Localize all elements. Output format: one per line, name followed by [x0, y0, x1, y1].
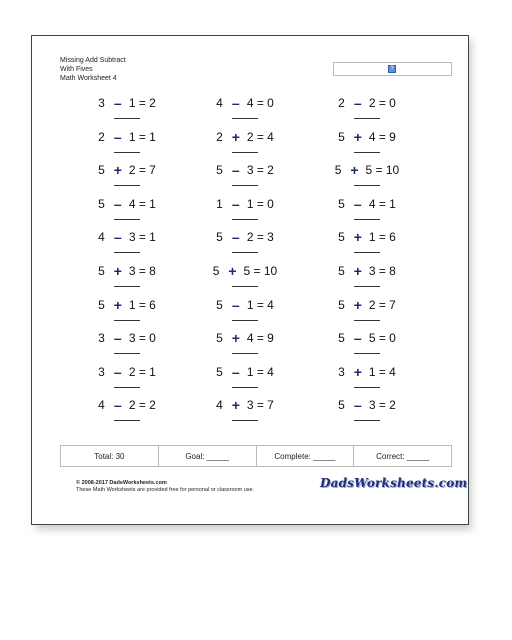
first-operand: 5 — [98, 163, 105, 178]
problem-equation — [312, 161, 422, 179]
answer-key-icon[interactable]: ? — [388, 65, 396, 73]
minus-sign: – — [113, 195, 122, 212]
first-operand: 1 — [216, 196, 223, 211]
problem-item — [72, 94, 182, 127]
minus-sign: – — [231, 195, 240, 212]
answer-blank[interactable] — [114, 420, 140, 421]
answer-blank[interactable] — [354, 286, 380, 287]
first-operand: 5 — [338, 297, 345, 312]
equation-rest: 5 = 0 — [368, 331, 396, 346]
problem-equation — [190, 128, 300, 146]
first-operand: 5 — [212, 264, 220, 278]
title-line-1: Missing Add Subtract — [60, 57, 126, 64]
first-operand: 2 — [338, 96, 345, 110]
equation-rest: 2 = 4 — [246, 129, 274, 144]
minus-sign: – — [231, 229, 240, 246]
minus-sign: – — [113, 363, 122, 380]
minus-sign: – — [231, 363, 240, 380]
plus-sign: + — [231, 397, 240, 414]
worksheet-page — [31, 35, 469, 525]
first-operand: 5 — [216, 297, 223, 312]
answer-blank[interactable] — [114, 252, 140, 253]
first-operand: 5 — [98, 297, 105, 312]
problem-item — [190, 94, 300, 127]
plus-sign: + — [113, 296, 122, 313]
answer-blank[interactable] — [354, 219, 380, 220]
answer-blank[interactable] — [354, 252, 380, 253]
first-operand: 5 — [338, 331, 345, 346]
problem-equation — [72, 396, 182, 414]
equation-rest: 3 = 0 — [128, 331, 156, 346]
answer-blank[interactable] — [354, 420, 380, 421]
answer-blank[interactable] — [114, 320, 140, 321]
answer-blank[interactable] — [114, 387, 140, 388]
equation-rest: 4 = 1 — [128, 196, 156, 211]
problem-equation — [72, 296, 182, 314]
answer-key-box[interactable] — [333, 62, 452, 76]
problem-equation — [72, 195, 182, 213]
problem-item — [312, 396, 422, 429]
answer-blank[interactable] — [232, 152, 258, 153]
plus-sign: + — [353, 296, 362, 313]
plus-sign: + — [353, 263, 362, 279]
plus-sign: + — [353, 229, 362, 246]
problem-item — [72, 296, 182, 329]
answer-blank[interactable] — [232, 286, 258, 287]
problem-item — [190, 262, 300, 295]
first-operand: 5 — [98, 196, 105, 211]
first-operand: 5 — [338, 264, 345, 278]
equation-rest: 3 = 7 — [246, 398, 274, 413]
equation-rest: 2 = 1 — [128, 364, 156, 379]
answer-blank[interactable] — [114, 185, 140, 186]
equation-rest: 4 = 1 — [368, 196, 396, 211]
copyright-notice — [76, 480, 254, 494]
equation-rest: 2 = 7 — [368, 297, 396, 312]
problem-item — [190, 329, 300, 362]
problem-equation — [312, 195, 422, 213]
problem-item — [72, 262, 182, 295]
minus-sign: – — [353, 95, 362, 111]
answer-blank[interactable] — [232, 387, 258, 388]
problem-item — [72, 195, 182, 228]
problem-item — [312, 128, 422, 161]
first-operand: 5 — [338, 196, 345, 211]
problem-equation — [190, 329, 300, 347]
equation-rest: 4 = 0 — [246, 96, 274, 110]
problem-equation — [312, 262, 422, 280]
score-table — [60, 445, 452, 467]
equation-rest: 1 = 0 — [246, 196, 274, 211]
problem-item — [312, 94, 422, 127]
minus-sign: – — [113, 128, 122, 145]
equation-rest: 2 = 0 — [368, 96, 396, 110]
goal-cell: Goal: _____ — [159, 446, 257, 466]
equation-rest: 3 = 2 — [368, 398, 396, 413]
problem-item — [72, 363, 182, 396]
problem-item — [312, 262, 422, 295]
problem-equation — [190, 396, 300, 414]
answer-blank[interactable] — [232, 320, 258, 321]
equation-rest: 5 = 10 — [365, 163, 400, 178]
first-operand: 2 — [98, 129, 105, 144]
equation-rest: 1 = 4 — [246, 364, 274, 379]
problem-equation — [72, 128, 182, 146]
minus-sign: – — [113, 229, 122, 246]
problem-equation — [312, 396, 422, 414]
problem-item — [72, 161, 182, 194]
plus-sign: + — [231, 330, 240, 347]
answer-blank[interactable] — [114, 118, 140, 119]
problem-item — [190, 161, 300, 194]
problem-item — [190, 195, 300, 228]
first-operand: 5 — [216, 163, 223, 178]
answer-blank[interactable] — [114, 353, 140, 354]
problem-item — [72, 329, 182, 362]
minus-sign: – — [113, 95, 122, 111]
worksheet-title — [60, 56, 126, 83]
problem-item — [312, 161, 422, 194]
equation-rest: 3 = 8 — [368, 264, 396, 278]
equation-rest: 1 = 1 — [128, 129, 156, 144]
minus-sign: – — [353, 397, 362, 414]
problem-equation — [312, 228, 422, 246]
answer-blank[interactable] — [114, 286, 140, 287]
problem-equation — [312, 329, 422, 347]
problem-equation — [190, 363, 300, 381]
answer-blank[interactable] — [232, 185, 258, 186]
answer-blank[interactable] — [354, 320, 380, 321]
first-operand: 3 — [338, 364, 345, 379]
problem-equation — [72, 94, 182, 112]
plus-sign: + — [113, 162, 122, 179]
answer-blank[interactable] — [354, 185, 380, 186]
first-operand: 4 — [98, 398, 105, 413]
title-line-2: With Fives — [60, 66, 93, 73]
problem-equation — [190, 228, 300, 246]
plus-sign: + — [353, 363, 362, 380]
equation-rest: 1 = 6 — [128, 297, 156, 312]
problem-equation — [312, 296, 422, 314]
first-operand: 5 — [334, 163, 342, 178]
problem-equation — [190, 161, 300, 179]
correct-cell: Correct: _____ — [376, 451, 430, 461]
problem-equation — [190, 262, 300, 280]
equation-rest: 2 = 3 — [246, 230, 274, 245]
minus-sign: – — [231, 95, 240, 111]
plus-sign: + — [228, 263, 237, 279]
problem-equation — [190, 296, 300, 314]
answer-blank[interactable] — [354, 353, 380, 354]
problem-equation — [190, 94, 300, 112]
first-operand: 3 — [98, 331, 105, 346]
minus-sign: – — [113, 397, 122, 414]
equation-rest: 1 = 4 — [246, 297, 274, 312]
problem-equation — [312, 363, 422, 381]
problem-equation — [312, 128, 422, 146]
problem-item — [312, 363, 422, 396]
answer-blank[interactable] — [232, 118, 258, 119]
minus-sign: – — [231, 296, 240, 313]
answer-blank[interactable] — [232, 420, 258, 421]
first-operand: 5 — [338, 398, 345, 413]
problem-item — [190, 363, 300, 396]
problem-equation — [72, 228, 182, 246]
problem-item — [190, 396, 300, 429]
minus-sign: – — [353, 195, 362, 212]
first-operand: 4 — [216, 398, 223, 413]
complete-cell: Complete: _____ — [257, 446, 355, 466]
equation-rest: 3 = 2 — [246, 163, 274, 178]
first-operand: 3 — [98, 364, 105, 379]
total-cell: Total: 30 — [61, 446, 159, 466]
problem-equation — [72, 363, 182, 381]
problem-item — [72, 128, 182, 161]
dadsworksheets-logo[interactable]: DadsWorksheets.com — [320, 476, 468, 490]
problem-item — [190, 228, 300, 261]
equation-rest: 3 = 1 — [128, 230, 156, 245]
answer-blank[interactable] — [354, 152, 380, 153]
minus-sign: – — [353, 330, 362, 347]
problem-item — [72, 396, 182, 429]
answer-blank[interactable] — [232, 252, 258, 253]
first-operand: 5 — [216, 230, 223, 245]
first-operand: 2 — [216, 129, 223, 144]
answer-blank[interactable] — [114, 219, 140, 220]
problem-item — [312, 296, 422, 329]
answer-blank[interactable] — [114, 152, 140, 153]
plus-sign: + — [113, 263, 122, 279]
first-operand: 3 — [98, 96, 105, 110]
problem-equation — [190, 195, 300, 213]
equation-rest: 3 = 8 — [128, 264, 156, 278]
answer-blank[interactable] — [354, 387, 380, 388]
problem-equation — [72, 329, 182, 347]
equation-rest: 1 = 4 — [368, 364, 396, 379]
problem-item — [312, 195, 422, 228]
equation-rest: 5 = 10 — [243, 264, 278, 278]
problem-item — [312, 329, 422, 362]
equation-rest: 1 = 6 — [368, 230, 396, 245]
title-line-3: Math Worksheet 4 — [60, 75, 117, 82]
copyright-line-1: © 2008-2017 DadsWorksheets.com — [76, 480, 167, 486]
problem-equation — [72, 161, 182, 179]
first-operand: 5 — [98, 264, 105, 278]
equation-rest: 4 = 9 — [246, 331, 274, 346]
first-operand: 5 — [338, 129, 345, 144]
copyright-line-2: These Math Worksheets are provided free for personal or classroom use. — [76, 487, 255, 493]
plus-sign: + — [350, 162, 359, 179]
plus-sign: + — [231, 128, 240, 145]
problem-item — [190, 128, 300, 161]
answer-blank[interactable] — [354, 118, 380, 119]
problem-item — [190, 296, 300, 329]
first-operand: 5 — [338, 230, 345, 245]
equation-rest: 4 = 9 — [368, 129, 396, 144]
problem-item — [312, 228, 422, 261]
first-operand: 4 — [98, 230, 105, 245]
equation-rest: 1 = 2 — [128, 96, 156, 110]
answer-blank[interactable] — [232, 219, 258, 220]
problem-equation — [72, 262, 182, 280]
minus-sign: – — [231, 162, 240, 179]
equation-rest: 2 = 7 — [128, 163, 156, 178]
minus-sign: – — [113, 330, 122, 347]
first-operand: 4 — [216, 96, 223, 110]
first-operand: 5 — [216, 331, 223, 346]
plus-sign: + — [353, 128, 362, 145]
answer-blank[interactable] — [232, 353, 258, 354]
problem-item — [72, 228, 182, 261]
problem-equation — [312, 94, 422, 112]
first-operand: 5 — [216, 364, 223, 379]
equation-rest: 2 = 2 — [128, 398, 156, 413]
